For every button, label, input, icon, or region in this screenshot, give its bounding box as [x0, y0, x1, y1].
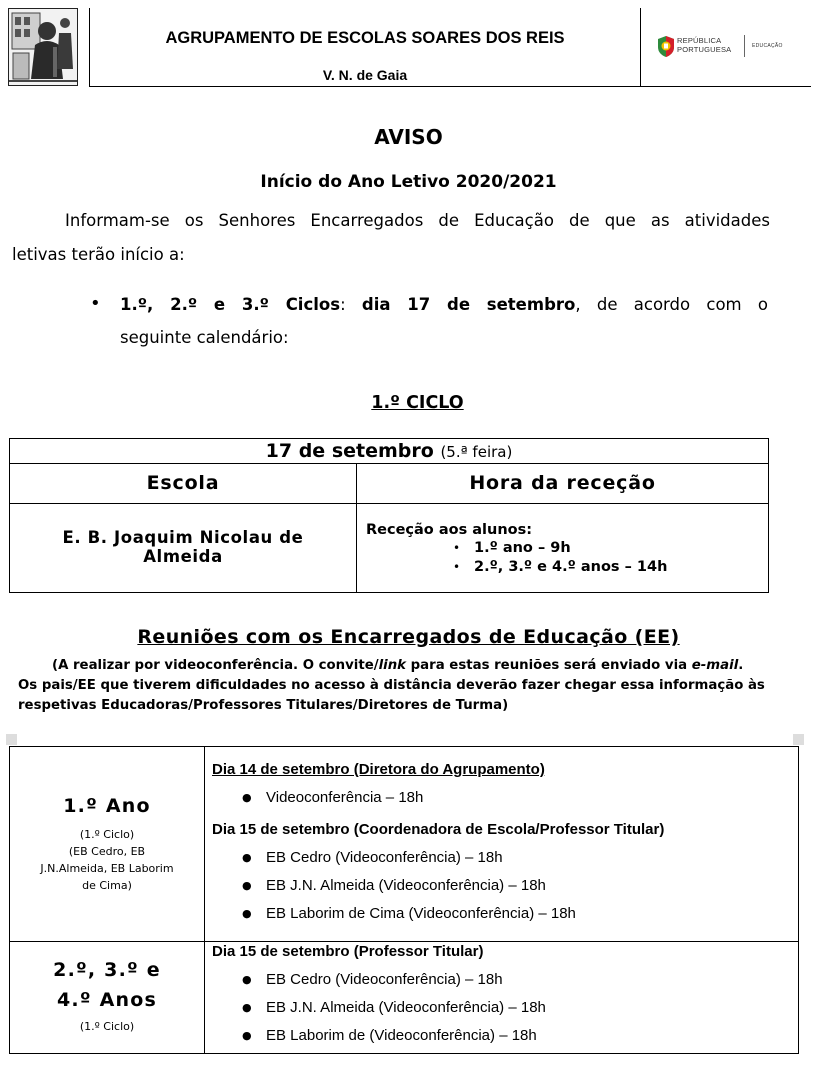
meetings-table: [9, 746, 799, 1054]
meeting-date-heading: Dia 15 de setembro (Professor Titular): [212, 943, 484, 960]
gov-department: EDUCAÇÃO: [752, 43, 783, 49]
bullet-dot-icon: ●: [242, 973, 252, 986]
note-part: (A realizar por videoconferência. O convite/: [52, 658, 379, 673]
cycle1-date-header: [10, 440, 768, 462]
bullet-dot-icon: ●: [242, 1001, 252, 1014]
cycle1-table: [9, 438, 769, 593]
gov-country-line1: REPÚBLICA: [677, 36, 722, 45]
reception-item: 2.º, 3.º e 4.º anos – 14h: [474, 559, 668, 575]
row-title: 2.º, 3.º e: [53, 959, 161, 981]
reception-item: 1.º ano – 9h: [474, 540, 571, 556]
meeting-item: Videoconferência – 18h: [266, 789, 424, 806]
meetings-note-line-3: respetivas Educadoras/Professores Titulares/Diretores de Turma): [18, 698, 509, 713]
meeting-item: EB J.N. Almeida (Videoconferência) – 18h: [266, 999, 546, 1016]
bullet-dot-icon: ●: [242, 879, 252, 892]
gov-country: [677, 37, 731, 54]
school-town: V. N. de Gaia: [322, 67, 408, 83]
row-title: 4.º Anos: [57, 989, 157, 1011]
table-rule: [10, 503, 768, 504]
col-header-time: Hora da receção: [469, 472, 656, 494]
meetings-title: Reuniões com os Encarregados de Educação (EE): [137, 626, 680, 648]
meeting-item: EB Laborim de Cima (Videoconferência) – 18h: [266, 905, 576, 922]
cycle1-date: 17 de setembro: [265, 440, 434, 462]
row-title: 1.º Ano: [63, 795, 151, 817]
bullet-line-2: seguinte calendário:: [120, 328, 289, 347]
school-name: AGRUPAMENTO DE ESCOLAS SOARES DOS REIS: [165, 29, 565, 47]
republica-portuguesa-emblem-icon: [655, 33, 677, 59]
note-email-word: e-mail: [691, 658, 739, 673]
meeting-item: EB Cedro (Videoconferência) – 18h: [266, 971, 503, 988]
bullet-dot-icon: ●: [242, 1029, 252, 1042]
table-handle: [6, 734, 17, 745]
note-part: para estas reuniões será enviado via: [406, 658, 692, 673]
row-detail-line: J.N.Almeida, EB Laborim: [40, 862, 174, 875]
gov-separator: [744, 35, 745, 57]
row-detail-line: (EB Cedro, EB: [68, 845, 146, 858]
school-cell: [10, 528, 356, 566]
row-detail: [10, 826, 204, 894]
meeting-item: EB Laborim de (Videoconferência) – 18h: [266, 1027, 537, 1044]
table-handle: [793, 734, 804, 745]
bullet-dot-icon: •: [453, 560, 461, 574]
bullet-line-1: [120, 295, 768, 315]
intro-line-2: letivas terão início a:: [12, 245, 185, 264]
meetings-note-line-2: Os pais/EE que tiverem dificuldades no acesso à distância deverão fazer chegar essa informação às: [18, 678, 765, 693]
meeting-item: EB J.N. Almeida (Videoconferência) – 18h: [266, 877, 546, 894]
meeting-date-heading: Dia 14 de setembro (Diretora do Agrupamento): [212, 761, 545, 778]
school-logo: [8, 8, 78, 86]
col-header-school: Escola: [146, 472, 220, 494]
intro-line-1: Informam-se os Senhores Encarregados de Educação de que as atividades: [65, 211, 770, 230]
reception-title: Receção aos alunos:: [366, 522, 533, 538]
row-detail: (1.º Ciclo): [79, 1020, 135, 1033]
meeting-item: EB Cedro (Videoconferência) – 18h: [266, 849, 503, 866]
meetings-note-line-1: [52, 656, 743, 676]
bullet-dot-icon: ●: [242, 851, 252, 864]
meeting-date-heading: Dia 15 de setembro (Coordenadora de Escola/Professor Titular): [212, 821, 665, 838]
notice-title: AVISO: [374, 125, 443, 149]
table-rule: [10, 463, 768, 464]
school-line-1: E. B. Joaquim Nicolau de: [62, 528, 304, 547]
bullet-date: dia 17 de setembro: [361, 295, 576, 314]
gov-country-line2: PORTUGUESA: [677, 44, 732, 54]
bullet-dot-icon: •: [90, 293, 101, 314]
notice-subtitle: Início do Ano Letivo 2020/2021: [260, 172, 557, 192]
table-rule: [10, 941, 798, 942]
document-header: [0, 0, 817, 90]
bullet-cycles: 1.º, 2.º e 3.º Ciclos: [120, 295, 341, 314]
row-detail-line: (1.º Ciclo): [79, 828, 135, 841]
bullet-dot-icon: ●: [242, 907, 252, 920]
table-rule: [9, 592, 769, 593]
header-underline: [89, 86, 811, 87]
row-detail-line: de Cima): [82, 879, 132, 892]
header-divider-right: [640, 8, 641, 86]
cycle1-title: 1.º CICLO: [371, 393, 464, 413]
school-line-2: Almeida: [143, 547, 223, 566]
bullet-rest: , de acordo com o: [575, 295, 768, 314]
bullet-dot-icon: ●: [242, 791, 252, 804]
note-link-word: link: [378, 658, 407, 673]
bullet-dot-icon: •: [453, 541, 461, 555]
cycle1-weekday: (5.ª feira): [440, 443, 513, 461]
note-part: .: [738, 658, 744, 673]
bullet-colon: :: [340, 295, 346, 314]
table-rule: [204, 747, 205, 1053]
